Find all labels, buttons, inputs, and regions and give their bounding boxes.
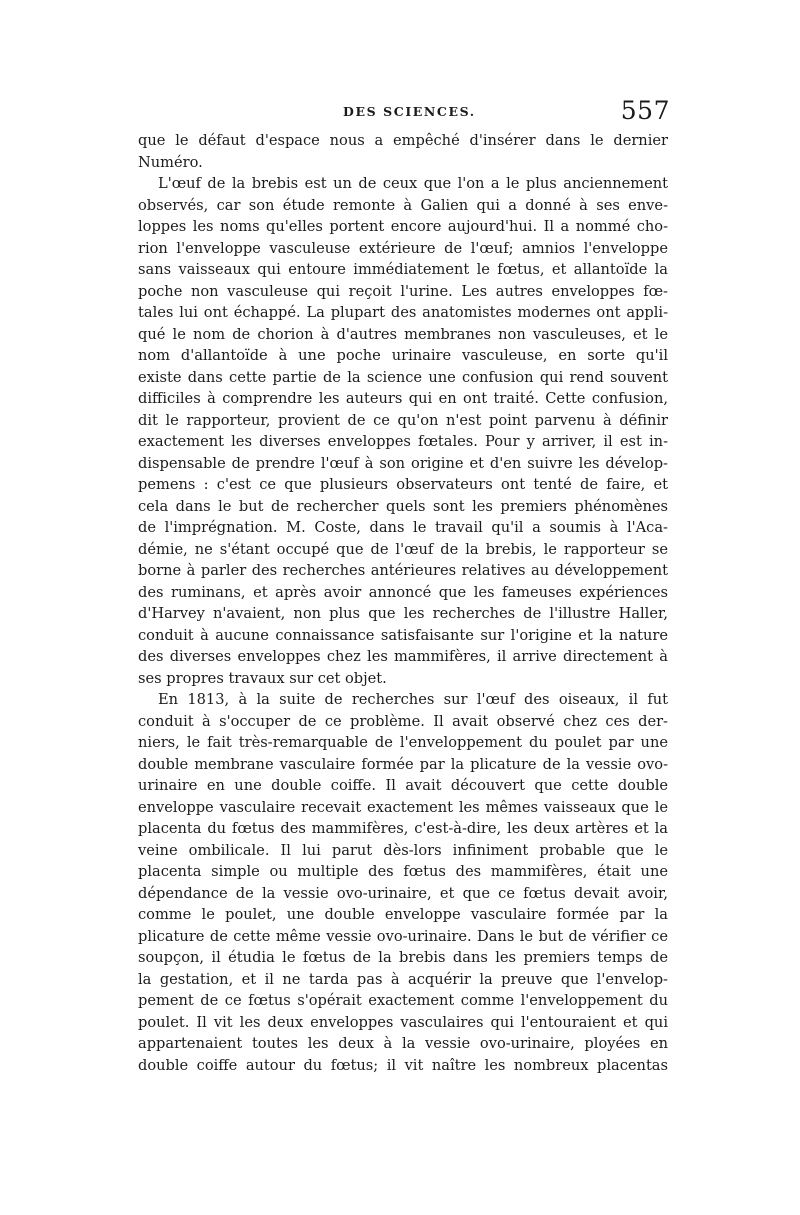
text-line: Numéro. [138, 153, 203, 171]
text-line: double coiffe autour du fœtus; il vit naître les nombreux placentas [138, 1056, 668, 1074]
text-line: appartenaient toutes les deux à la vessie ovo-urinaire, ployées en [138, 1035, 668, 1052]
text-line: En 1813, à la suite de recherches sur l'œuf des oiseaux, il fut [158, 691, 668, 708]
text-line: pemens : c'est ce que plusieurs observateurs ont tenté de faire, et [138, 476, 668, 493]
text-line: comme le poulet, une double enveloppe vasculaire formée par la [138, 906, 668, 923]
text-line: d'Harvey n'avaient, non plus que les recherches de l'illustre Haller, [138, 605, 668, 622]
text-line: soupçon, il étudia le fœtus de la brebis dans les premiers temps de [138, 949, 668, 966]
text-line: borne à parler des recherches antérieures relatives au développement [138, 562, 668, 579]
text-line: exactement les diverses enveloppes fœtales. Pour y arriver, il est in- [138, 433, 668, 450]
text-line: placenta du fœtus des mammifères, c'est-à-dire, les deux artères et la [138, 820, 668, 837]
text-line: niers, le fait très-remarquable de l'enveloppement du poulet par une [138, 734, 668, 751]
text-line: des diverses enveloppes chez les mammifères, il arrive directement à [138, 648, 668, 665]
text-line: L'œuf de la brebis est un de ceux que l'on a le plus anciennement [158, 175, 668, 192]
text-line: placenta simple ou multiple des fœtus des mammifères, était une [138, 863, 668, 880]
running-head: DES SCIENCES. [343, 104, 476, 119]
text-line: veine ombilicale. Il lui parut dès-lors infiniment probable que le [138, 841, 668, 859]
text-line: cela dans le but de rechercher quels sont les premiers phénomènes [138, 497, 668, 515]
text-line: sans vaisseaux qui entoure immédiatement le fœtus, et allantoïde la [138, 261, 668, 278]
text-line: de l'imprégnation. M. Coste, dans le travail qu'il a soumis à l'Aca- [138, 519, 668, 536]
text-line: conduit à s'occuper de ce problème. Il avait observé chez ces der- [138, 712, 668, 730]
text-line: plicature de cette même vessie ovo-urinaire. Dans le but de vérifier ce [138, 927, 668, 945]
text-line: pement de ce fœtus s'opérait exactement comme l'enveloppement du [138, 992, 668, 1009]
text-line: double membrane vasculaire formée par la plicature de la vessie ovo- [138, 755, 668, 773]
text-line: la gestation, et il ne tarda pas à acquérir la preuve que l'envelop- [138, 970, 668, 988]
text-line: qué le nom de chorion à d'autres membranes non vasculeuses, et le [138, 325, 668, 343]
text-line: des ruminans, et après avoir annoncé que les fameuses expériences [138, 583, 668, 601]
text-line: urinaire en une double coiffe. Il avait découvert que cette double [138, 777, 668, 794]
text-line: poulet. Il vit les deux enveloppes vasculaires qui l'entouraient et qui [138, 1013, 668, 1031]
text-line: dit le rapporteur, provient de ce qu'on n'est point parvenu à définir [138, 411, 668, 429]
text-line: difficiles à comprendre les auteurs qui en ont traité. Cette confusion, [138, 390, 668, 407]
text-line: existe dans cette partie de la science une confusion qui rend souvent [138, 368, 668, 386]
text-line: poche non vasculeuse qui reçoit l'urine. Les autres enveloppes fœ- [138, 282, 668, 300]
text-line: ses propres travaux sur cet objet. [138, 669, 387, 687]
text-line: nom d'allantoïde à une poche urinaire vasculeuse, en sorte qu'il [138, 347, 668, 364]
text-line: observés, car son étude remonte à Galien qui a donné à ses enve- [138, 196, 668, 214]
text-line: que le défaut d'espace nous a empêché d'insérer dans le dernier [138, 132, 668, 149]
text-line: enveloppe vasculaire recevait exactement les mêmes vaisseaux que le [138, 798, 668, 816]
text-line: conduit à aucune connaissance satisfaisante sur l'origine et la nature [138, 626, 668, 644]
page-header [138, 96, 670, 130]
text-line: dispensable de prendre l'œuf à son origine et d'en suivre les dévelop- [138, 454, 668, 472]
text-line: loppes les noms qu'elles portent encore aujourd'hui. Il a nommé cho- [138, 218, 668, 235]
book-page [138, 96, 670, 1074]
text-line: tales lui ont échappé. La plupart des anatomistes modernes ont appli- [138, 304, 668, 321]
text-line: rion l'enveloppe vasculeuse extérieure de l'œuf; amnios l'enveloppe [138, 239, 668, 257]
text-line: dépendance de la vessie ovo-urinaire, et que ce fœtus devait avoir, [138, 884, 668, 902]
body-text [138, 130, 668, 1076]
text-line: démie, ne s'étant occupé que de l'œuf de la brebis, le rapporteur se [138, 540, 668, 558]
page-number: 557 [620, 96, 670, 125]
